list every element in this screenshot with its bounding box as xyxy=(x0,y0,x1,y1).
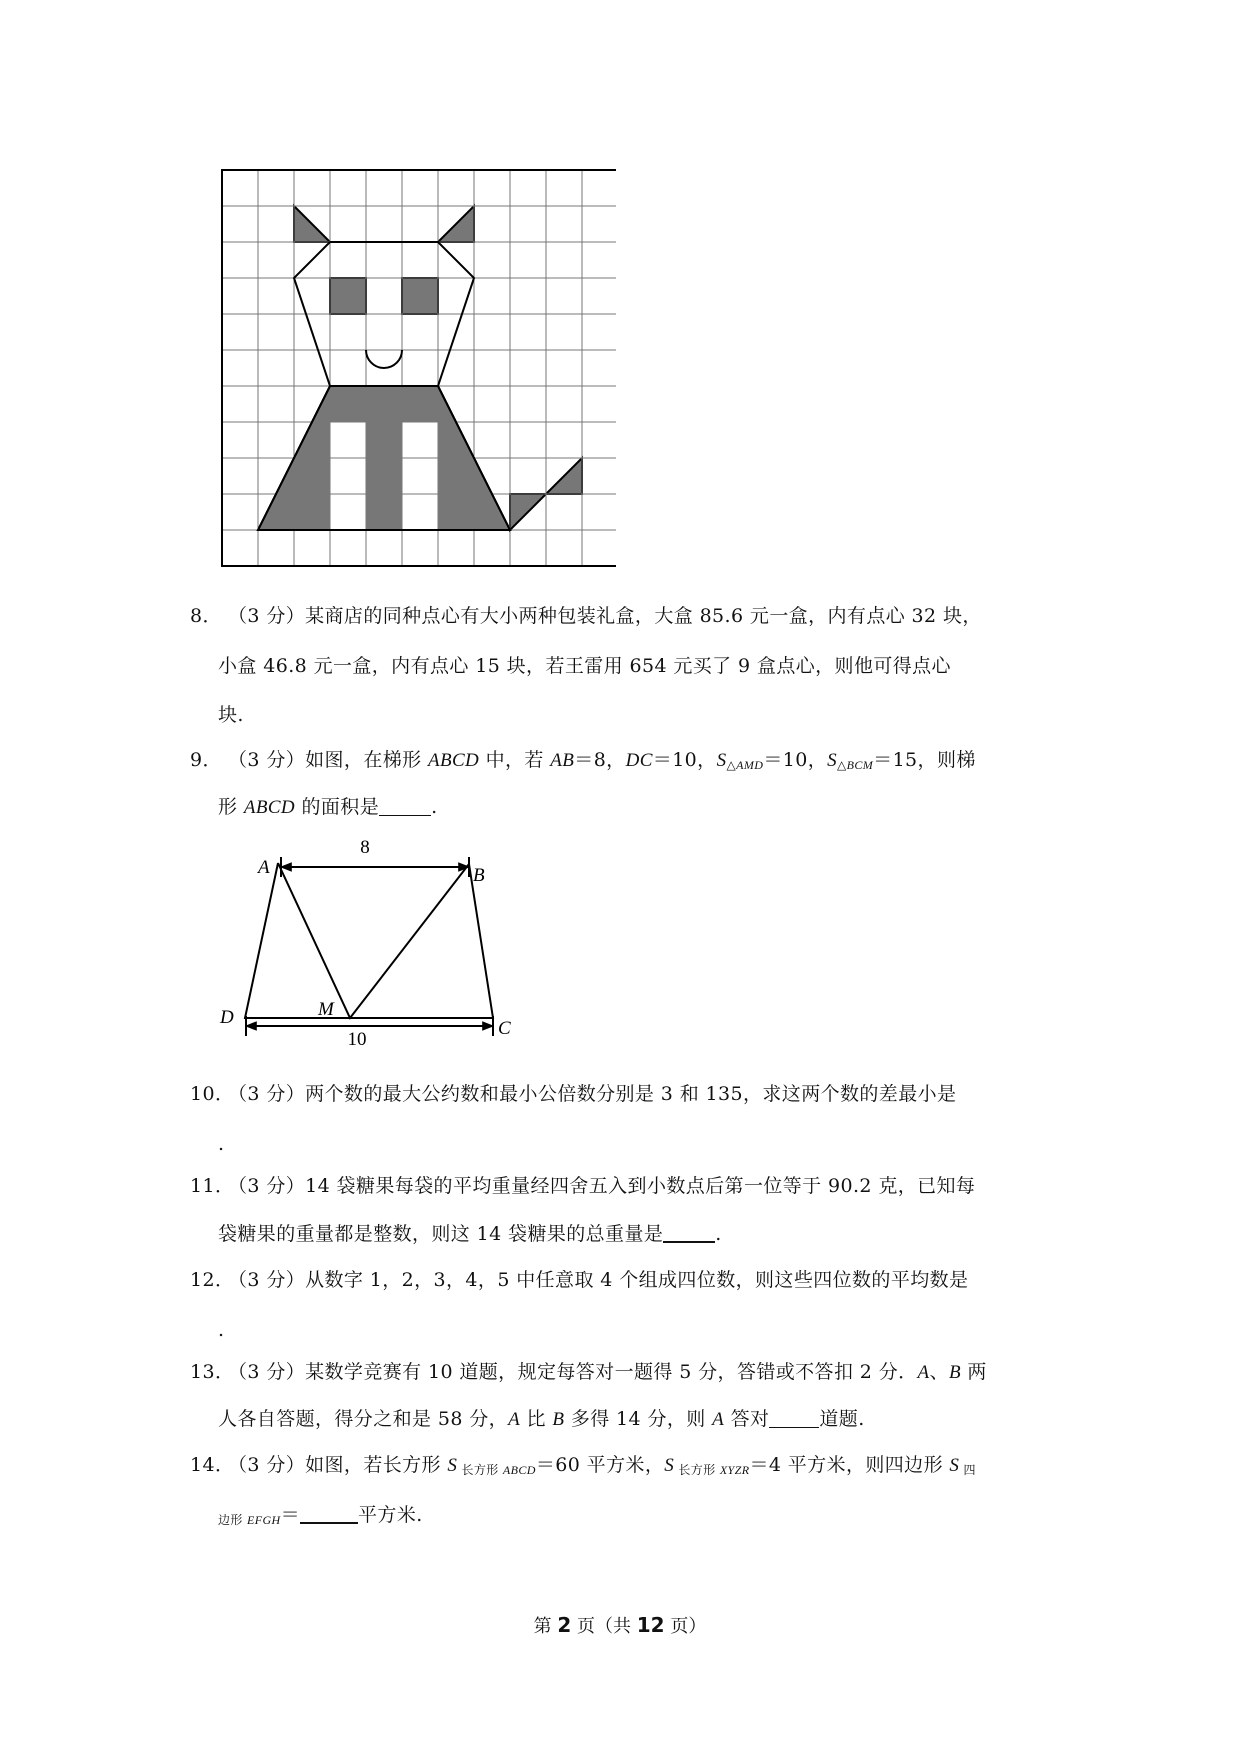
q13-text6: 答对 xyxy=(724,1408,770,1430)
q11-text1: （3 分）14 袋糖果每袋的平均重量经四舍五入到小数点后第一位等于 90.2 克，已知每 xyxy=(228,1175,976,1197)
q11-answer-blank[interactable] xyxy=(663,1223,715,1243)
q14-var-s3: S xyxy=(949,1455,960,1476)
q13-var-b: B xyxy=(948,1362,961,1383)
q13-text1: （3 分）某数学竞赛有 10 道题，规定每答对一题得 5 分，答错或不答扣 2 分． xyxy=(228,1361,918,1383)
q14-var-s1: S xyxy=(447,1455,458,1476)
point-m: M xyxy=(318,999,334,1020)
right-eye xyxy=(402,278,438,314)
q9-text-d: ＝10， xyxy=(652,749,717,771)
footer-total-pages: 12 xyxy=(636,1613,665,1637)
right-ear xyxy=(438,206,474,242)
cat-grid-figure xyxy=(220,168,616,572)
trapezoid-figure xyxy=(215,835,525,1050)
q14-text2: ＝60 平方米， xyxy=(535,1454,665,1476)
q14-sub-xyzr: XYZR xyxy=(719,1463,750,1477)
footer-mid: 页（共 xyxy=(571,1616,637,1637)
q8-line3: 块. xyxy=(218,704,244,726)
q13-text3: 人各自答题，得分之和是 58 分， xyxy=(218,1408,509,1430)
q9-text-a: （3 分）如图，在梯形 xyxy=(228,749,428,771)
page-footer xyxy=(0,1612,1240,1638)
q10-line1 xyxy=(190,1082,956,1106)
q9-text-c: ＝8， xyxy=(574,749,626,771)
left-ear xyxy=(294,206,330,242)
q9-var-dc: DC xyxy=(625,750,653,771)
q14-number: 14． xyxy=(190,1454,235,1476)
q11-number: 11． xyxy=(190,1175,235,1197)
q14-eq: ＝ xyxy=(280,1504,301,1526)
footer-pre: 第 xyxy=(533,1616,558,1637)
q9-answer-blank[interactable] xyxy=(379,797,431,816)
label-bottom-10: 10 xyxy=(347,1029,367,1050)
q9-var-ab: AB xyxy=(550,750,575,771)
q14-line1 xyxy=(190,1453,976,1482)
q13-text2: 两 xyxy=(960,1361,987,1383)
q13-line2 xyxy=(218,1407,865,1432)
q9-var-abcd-2: ABCD xyxy=(243,797,296,818)
q8-line1 xyxy=(190,604,982,628)
q11-text3: . xyxy=(715,1223,722,1245)
q13-text4: 比 xyxy=(520,1408,553,1430)
footer-page-number: 2 xyxy=(557,1613,572,1637)
q9-line2 xyxy=(218,795,438,820)
q8-number: 8． xyxy=(190,605,222,627)
q9-text-h: 的面积是 xyxy=(295,796,380,818)
q9-sub-bcm: △BCM xyxy=(837,758,874,772)
trapezoid-lines xyxy=(245,863,493,1018)
q9-sub-amd: △AMD xyxy=(726,758,764,772)
q13-var-a-2: A xyxy=(508,1409,521,1430)
q12-text1: （3 分）从数字 1，2，3，4，5 中任意取 4 个组成四位数，则这些四位数的平均数是 xyxy=(228,1269,969,1291)
q9-line1 xyxy=(190,748,976,777)
q11-line2 xyxy=(218,1222,722,1246)
q9-var-abcd: ABCD xyxy=(427,750,480,771)
q14-line2 xyxy=(218,1503,423,1532)
q14-var-s2: S xyxy=(664,1455,675,1476)
point-b: B xyxy=(473,865,485,886)
body-stripe-left xyxy=(330,422,366,530)
q14-text1: （3 分）如图，若长方形 xyxy=(228,1454,448,1476)
q14-answer-blank[interactable] xyxy=(300,1504,358,1524)
q14-text4: 平方米. xyxy=(358,1504,423,1526)
point-c: C xyxy=(498,1018,511,1039)
q10-text1: （3 分）两个数的最大公约数和最小公倍数分别是 3 和 135，求这两个数的差最小是 xyxy=(228,1083,957,1105)
q13-text5: 多得 14 分，则 xyxy=(564,1408,713,1430)
q13-text7: 道题. xyxy=(819,1408,865,1430)
body-stripe-right xyxy=(402,422,438,530)
q10-number: 10． xyxy=(190,1083,235,1105)
tail-base xyxy=(510,494,546,530)
q11-line1 xyxy=(190,1174,975,1198)
q13-var-b-2: B xyxy=(552,1409,565,1430)
q13-line1 xyxy=(190,1360,987,1385)
q12-number: 12． xyxy=(190,1269,235,1291)
q14-text3: ＝4 平方米，则四边形 xyxy=(749,1454,950,1476)
q13-number: 13． xyxy=(190,1361,235,1383)
q9-text-i: . xyxy=(431,796,438,818)
tail-tip xyxy=(546,458,582,494)
q14-sub-efgh: EFGH xyxy=(247,1513,281,1527)
q9-var-s1: S xyxy=(716,750,727,771)
q12-line2: . xyxy=(218,1319,225,1341)
q13-sep: 、 xyxy=(929,1361,949,1383)
q8-text1: （3 分）某商店的同种点心有大小两种包装礼盒，大盒 85.6 元一盒，内有点心 32 块， xyxy=(228,605,982,627)
q14-sub-cn1: 长方形 xyxy=(457,1463,503,1477)
label-top-8: 8 xyxy=(360,837,370,858)
q9-number: 9． xyxy=(190,749,222,771)
q14-sub-cn3: 四 xyxy=(959,1463,976,1477)
q13-var-a: A xyxy=(917,1362,930,1383)
q10-line2: . xyxy=(218,1133,225,1155)
cat-shaded-shapes xyxy=(258,206,582,530)
q9-text-f: ＝15，则梯 xyxy=(873,749,976,771)
q9-var-s2: S xyxy=(827,750,837,771)
point-a: A xyxy=(258,857,270,878)
left-eye xyxy=(330,278,366,314)
q14-sub-abcd: ABCD xyxy=(502,1463,536,1477)
q14-sub-cn4: 边形 xyxy=(218,1513,248,1527)
footer-post: 页） xyxy=(664,1616,707,1637)
cat-smile xyxy=(366,350,402,368)
q14-sub-cn2: 长方形 xyxy=(674,1463,720,1477)
q8-line2: 小盒 46.8 元一盒，内有点心 15 块，若王雷用 654 元买了 9 盒点心，则他可得点心 xyxy=(218,655,951,677)
q12-line1 xyxy=(190,1268,968,1292)
q9-text-g: 形 xyxy=(218,796,244,818)
point-d: D xyxy=(220,1007,234,1028)
q9-text-b: 中，若 xyxy=(479,749,551,771)
q11-text2: 袋糖果的重量都是整数，则这 14 袋糖果的总重量是 xyxy=(218,1223,664,1245)
q13-var-a-3: A xyxy=(712,1409,725,1430)
q9-text-e: ＝10， xyxy=(763,749,828,771)
q13-answer-blank[interactable] xyxy=(769,1409,819,1428)
